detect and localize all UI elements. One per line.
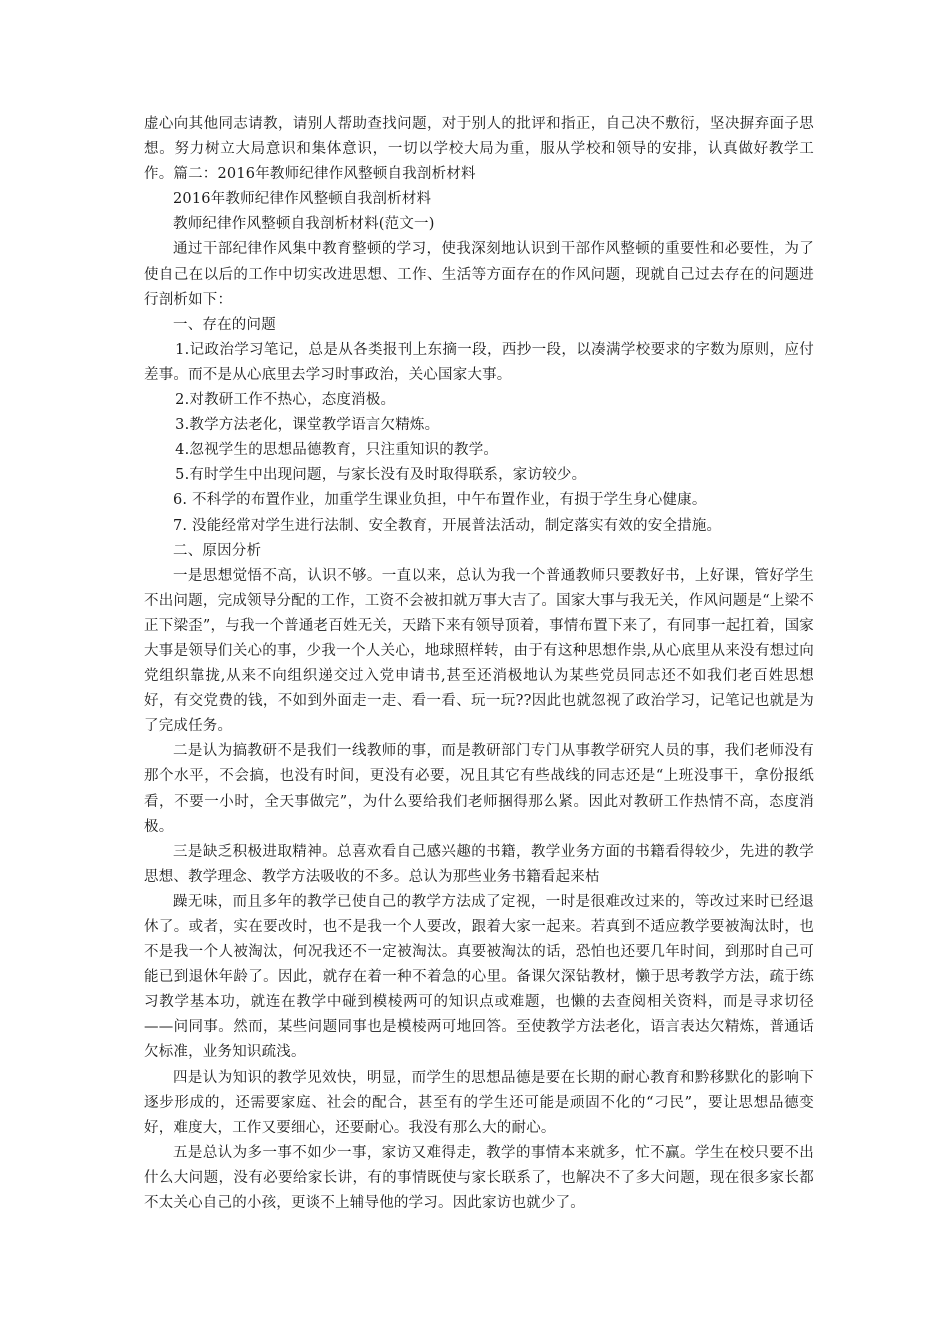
paragraph-cause-5: 五是总认为多一事不如少一事，家访又难得走，教学的事情本来就多，忙不赢。学生在校只要不出什么大问题，没有必要给家长讲，有的事情既使与家长联系了，也解决不了多大问题，现在很多家长都不太关心自己的小孩，更谈不上辅导他的学习。因此家访也就少了。 (144, 1144, 814, 1212)
list-item-problem-2: 2.对教研工作不热心，态度消极。 (175, 392, 396, 409)
document-title: 2016年教师纪律作风整顿自我剖析材料 (173, 191, 432, 208)
list-item-problem-1: 1.记政治学习笔记，总是从各类报刊上东摘一段，西抄一段，以凑满学校要求的字数为原则，应付差事。而不是从心底里去学习时事政治，关心国家大事。 (144, 341, 814, 383)
paragraph-opening: 通过干部纪律作风集中教育整顿的学习，使我深刻地认识到干部作风整顿的重要性和必要性，为了使自己在以后的工作中切实改进思想、工作、生活等方面存在的作风问题，现就自己过去存在的问题进行剖析如下： (144, 241, 814, 308)
list-item-problem-3: 3.教学方法老化，课堂教学语言欠精炼。 (175, 417, 440, 434)
paragraph-cause-3-continued: 躁无味，而且多年的教学已使自己的教学方法成了定视，一时是很难改过来的，等改过来时已经退休了。或者，实在要改时，也不是我一个人要改，跟着大家一起来。若真到不适应教学要被淘汰时，也不是我一个人被淘汰，何况我还不一定被淘汰。真要被淘汰的话，恐怕也还要几年时间，到那时自己可能已到退休年龄了。因此，就存在着一种不着急的心里。备课欠深钻教材，懒于思考教学方法，疏于练习教学基本功，就连在教学中碰到模棱两可的知识点或难题，也懒的去查阅相关资料，而是寻求切径——问同事。然而，某些问题同事也是模棱两可地回答。至使教学方法老化，语言表达欠精炼，普通话欠标准，业务知识疏浅。 (144, 893, 814, 1061)
list-item-problem-5: 5.有时学生中出现问题，与家长没有及时取得联系，家访较少。 (175, 467, 587, 484)
document-subtitle: 教师纪律作风整顿自我剖析材料(范文一) (173, 216, 435, 233)
section-heading-causes: 二、原因分析 (173, 542, 262, 559)
document-body (144, 112, 814, 1216)
paragraph-cause-2: 二是认为搞教研不是我们一线教师的事，而是教研部门专门从事教学研究人员的事，我们老师没有那个水平，不会搞，也没有时间，更没有必要，况且其它有些战线的同志还是“上班没事干，拿份报纸看，不要一小时，全天事做完”，为什么要给我们老师捆得那么紧。因此对教研工作热情不高，态度消极。 (144, 743, 814, 835)
paragraph-cause-3: 三是缺乏积极进取精神。总喜欢看自己感兴趣的书籍，教学业务方面的书籍看得较少，先进的教学思想、教学理念、教学方法吸收的不多。总认为那些业务书籍看起来枯 (144, 843, 814, 885)
list-item-problem-7: 7. 没能经常对学生进行法制、安全教育，开展普法活动，制定落实有效的安全措施。 (173, 517, 722, 534)
paragraph-intro-continuation: 虚心向其他同志请教，请别人帮助查找问题，对于别人的批评和指正，自己决不敷衍，坚决摒弃面子思想。努力树立大局意识和集体意识，一切以学校大局为重，服从学校和领导的安排，认真做好教学工作。篇二：2016年教师纪律作风整顿自我剖析材料 (144, 116, 814, 183)
paragraph-cause-1: 一是思想觉悟不高，认识不够。一直以来，总认为我一个普通教师只要教好书，上好课，管好学生不出问题，完成领导分配的工作，工资不会被扣就万事大吉了。国家大事与我无关，作风问题是“上梁不正下梁歪”，与我一个普通老百姓无关，天踏下来有领导顶着，事情布置下来了，有同事一起扛着，国家大事是领导们关心的事，少我一个人关心，地球照样转，由于有这种思想作祟,从心底里从来没有想过向党组织靠拢,从来不向组织递交过入党申请书,甚至还消极地认为某些党员同志还不如我们老百姓思想好，有交党费的钱，不如到外面走一走、看一看、玩一玩??因此也就忽视了政治学习，记笔记也就是为了完成任务。 (144, 567, 814, 735)
section-heading-problems: 一、存在的问题 (173, 316, 276, 333)
list-item-problem-4: 4.忽视学生的思想品德教育，只注重知识的教学。 (175, 442, 499, 459)
list-item-problem-6: 6. 不科学的布置作业，加重学生课业负担，中午布置作业，有损于学生身心健康。 (173, 492, 707, 509)
paragraph-cause-4: 四是认为知识的教学见效快，明显，而学生的思想品德是要在长期的耐心教育和黔移默化的影响下逐步形成的，还需要家庭、社会的配合，甚至有的学生还可能是顽固不化的“刁民”，要让思想品德变好，难度大，工作又要细心，还要耐心。我没有那么大的耐心。 (144, 1069, 814, 1136)
